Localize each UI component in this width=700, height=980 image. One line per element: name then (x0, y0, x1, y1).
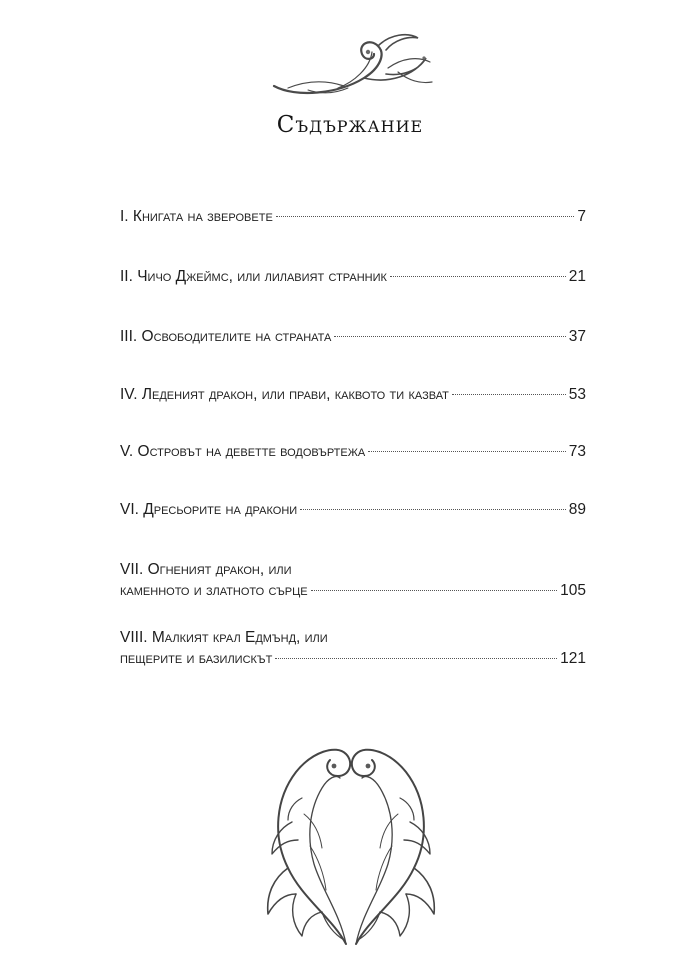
toc-entry-title: V. Островът на деветте водовъртежа (120, 443, 366, 460)
toc-entry (120, 326, 586, 347)
toc-entry (120, 559, 586, 601)
toc-entry (120, 627, 586, 669)
toc-entry-title: I. Книгата на зверовете (120, 208, 273, 225)
toc-entry-title: III. Освободителите на страната (120, 328, 332, 345)
toc-entry-page: 89 (568, 501, 586, 518)
toc-entry-title: IV. Леденият дракон, или прави, каквото ти казват (120, 386, 449, 403)
dot-leader (390, 276, 566, 277)
dot-leader (275, 658, 557, 659)
toc-entry-page: 7 (577, 208, 586, 225)
toc-entry-page: 53 (568, 386, 586, 403)
toc-entry-title: II. Чичо Джеймс, или лилавият странник (120, 268, 387, 285)
toc-entry-page: 73 (568, 443, 586, 460)
dot-leader (300, 509, 566, 510)
dot-leader (368, 451, 566, 452)
toc-entry (120, 499, 586, 520)
page-title: Съдържание (276, 112, 424, 138)
toc-entry-title: пещерите и базилискът (120, 650, 273, 667)
flourish-ornament-icon (268, 28, 436, 100)
toc-entry (120, 206, 586, 227)
toc-entry-page: 105 (560, 582, 586, 599)
toc-entry (120, 266, 586, 287)
dot-leader (276, 216, 575, 217)
toc-entry-title: каменното и златното сърце (120, 582, 308, 599)
dot-leader (334, 336, 565, 337)
toc-entry-title: VI. Дресьорите на дракони (120, 501, 298, 518)
dot-leader (452, 394, 566, 395)
toc-entry (120, 441, 586, 462)
toc-entry-page: 121 (560, 650, 586, 667)
toc-entry-page: 37 (568, 328, 586, 345)
dot-leader (311, 590, 558, 591)
toc-entry (120, 384, 586, 405)
toc-entry-page: 21 (568, 268, 586, 285)
toc-entry-title-line1: VII. Огненият дракон, или (120, 561, 292, 578)
acanthus-leaves-icon (262, 718, 440, 950)
toc-entry-title-line1: VIII. Малкият крал Едмънд, или (120, 629, 328, 646)
